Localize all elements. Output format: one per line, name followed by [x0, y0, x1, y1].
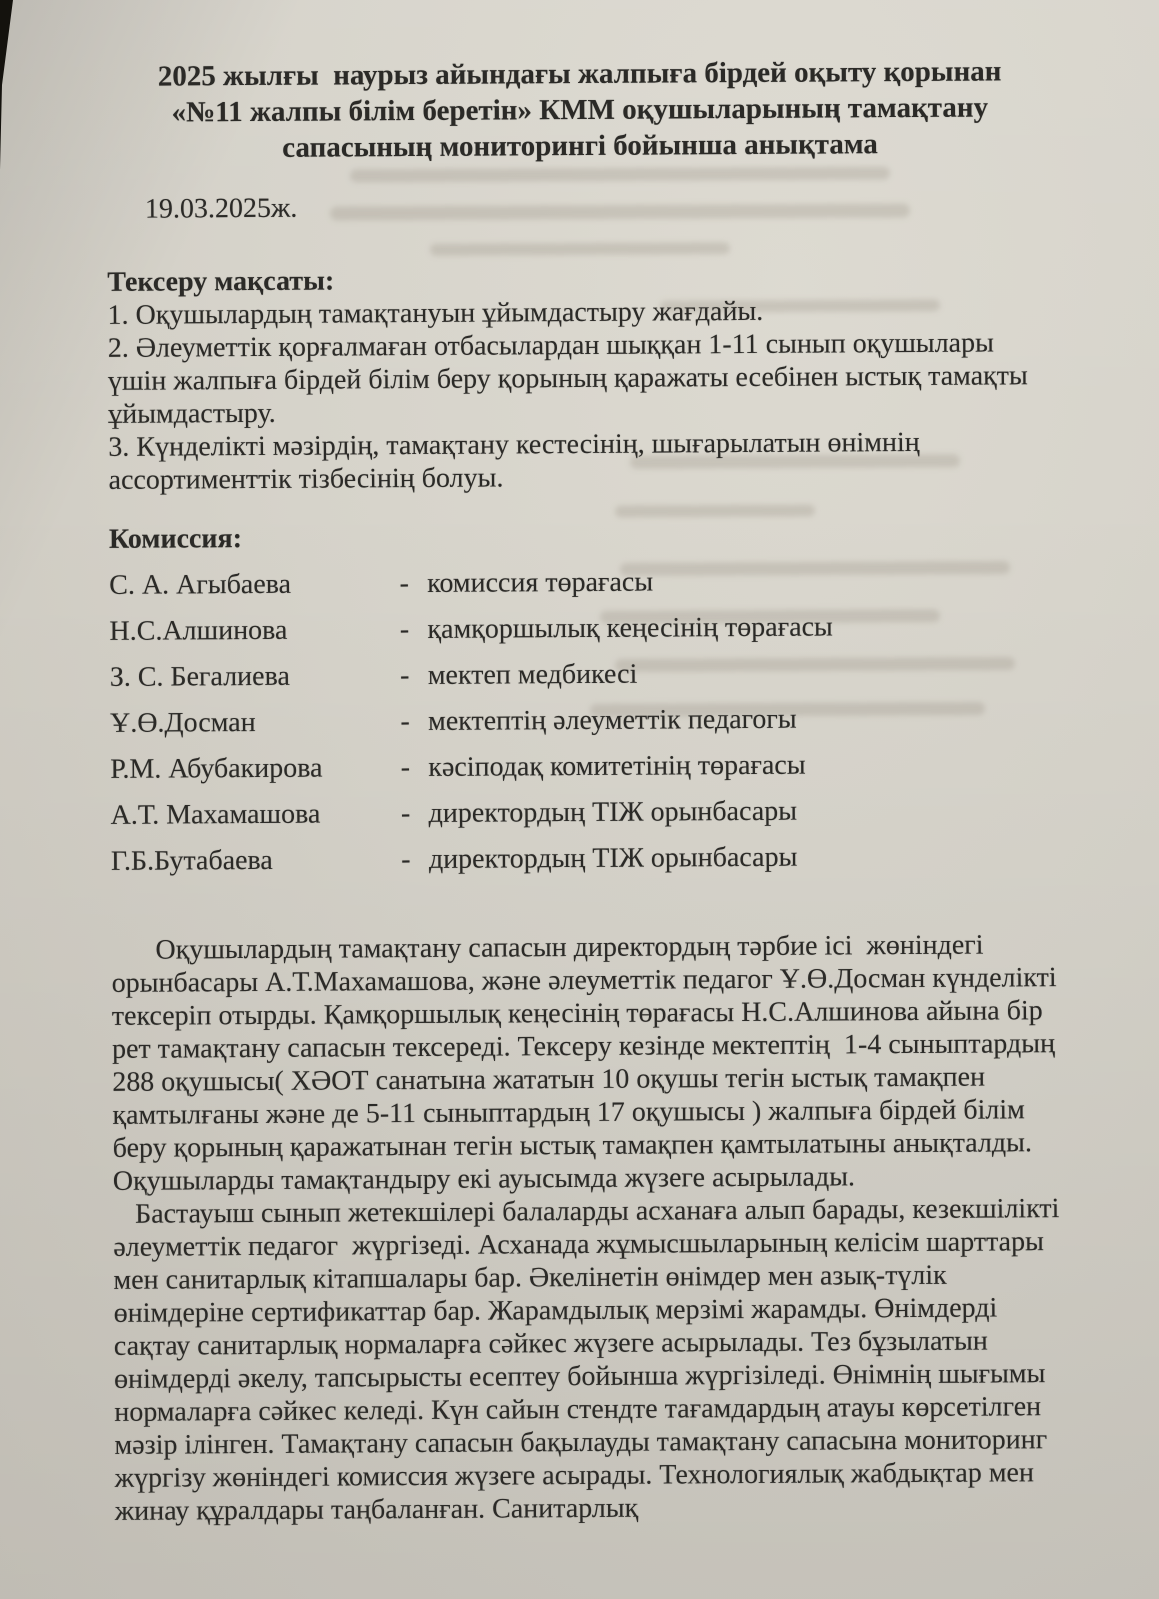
member-dash: - [399, 614, 410, 646]
title-line-1: 2025 жылғы наурыз айындағы жалпыға бірдей оқыту қорынан [157, 55, 1002, 93]
commission-member [109, 563, 1056, 602]
commission-member [111, 839, 1058, 878]
member-role: мектептің әлеуметтік педагогы [427, 703, 797, 737]
commission-member [110, 701, 1057, 740]
member-name: С. А. Агыбаева [109, 568, 292, 601]
commission-list [109, 563, 1058, 878]
member-role: қамқоршылық кеңесінің төрағасы [427, 611, 833, 645]
document-content [106, 53, 1067, 1528]
member-name: А.Т. Махамашова [110, 798, 321, 831]
commission-member [111, 793, 1058, 832]
member-dash: - [400, 706, 410, 738]
member-dash: - [400, 660, 410, 692]
member-name: З. С. Бегалиева [109, 660, 290, 693]
member-role: комиссия төрағасы [427, 566, 654, 599]
member-name: Н.С.Алшинова [109, 614, 288, 647]
member-dash: - [399, 568, 409, 600]
purpose-item-1: 1. Оқушылардың тамақтануын ұйымдастыру жағдайы. [107, 295, 764, 331]
purpose-heading: Тексеру мақсаты: [107, 265, 335, 298]
member-name: Г.Б.Бутабаева [110, 844, 273, 877]
member-dash: - [401, 844, 411, 876]
commission-member [110, 747, 1057, 786]
body-paragraph-1: Оқушылардың тамақтану сапасын директордың тәрбие ісі жөніндегі орынбасары А.Т.Махамашова, және әлеуметтік педагог Ұ.Ө.Досман күнделікті тексеріп отырды. Қамқоршылық кеңесінің төрағасы Н.С.Алшинова айына бір рет тамақтану сапасын тексереді. Тексеру кезінде мектептің 1-4 сыныптардың 288 оқушысы( ХӘОТ санатына жататын 10 оқушы тегін ыстық тамақпен қамтылғаны және де 5-11 сыныптардың 17 оқушысы ) жалпыға бірдей білім беру қорының қаражатынан тегін ыстық тамақпен қамтылатыны анықталды. Оқушыларды тамақтандыру екі ауысымда жүзеге асырылады. [111, 929, 1064, 1197]
commission-member [109, 609, 1056, 648]
member-dash: - [400, 752, 411, 784]
member-role: кәсіподақ комитетінің төрағасы [428, 749, 806, 783]
purpose-list [107, 293, 1055, 497]
member-name: Р.М. Абубакирова [110, 752, 323, 785]
page-corner-shadow [0, 0, 16, 170]
document-date: 19.03.2025ж. [144, 192, 298, 225]
title-line-2: «№11 жалпы білім беретін» КММ оқушыларының тамақтану [171, 91, 989, 129]
commission-member [110, 655, 1057, 694]
member-role: мектеп медбикесі [427, 658, 638, 691]
member-name: Ұ.Ө.Досман [109, 706, 256, 739]
commission-heading: Комиссия: [108, 523, 243, 555]
purpose-item-2: 2. Әлеуметтік қорғалмаған отбасылардан шыққан 1-11 сынып оқушылары үшін жалпыға бірдей білім беру қорының қаражаты есебінен ыстық тамақты ұйымдастыру. [107, 327, 1035, 430]
member-dash: - [400, 798, 411, 830]
document-title [106, 53, 1054, 167]
member-role: директордың ТІЖ орынбасары [428, 841, 798, 875]
purpose-item-3: 3. Күнделікті мәзірдің, тамақтану кестесінің, шығарылатын өнімнің ассортименттік тізбесінің болуы. [108, 426, 927, 496]
body-paragraph-2: Бастауыш сынып жетекшілері балаларды асханаға алып барады, кезекшілікті әлеуметтік педагог жүргізеді. Асханада жұмысшыларының келісім шарттары мен санитарлық кітапшалары бар. Әкелінетін өнімдер мен азық-түлік өнімдеріне сертификаттар бар. Жарамдылық мерзімі жарамды. Өнімдерді сақтау санитарлық нормаларға сәйкес жүзеге асырылады. Тез бұзылатын өнімдерді әкелу, тапсырысты есептеу бойынша жүргізіледі. Өнімнің шығымы нормаларға сәйкес келеді. Күн сайын стендте тағамдардың атауы көрсетілген мәзір ілінген. Тамақтану сапасын бақылауды тамақтану сапасына мониторинг жүргізу жөніндегі комиссия жүзеге асырады. Технологиялық жабдықтар мен жинау құралдары таңбаланған. Санитарлық [113, 1193, 1067, 1527]
title-line-3: сапасының мониторингі бойынша анықтама [282, 128, 878, 164]
member-role: директордың ТІЖ орынбасары [428, 795, 798, 829]
